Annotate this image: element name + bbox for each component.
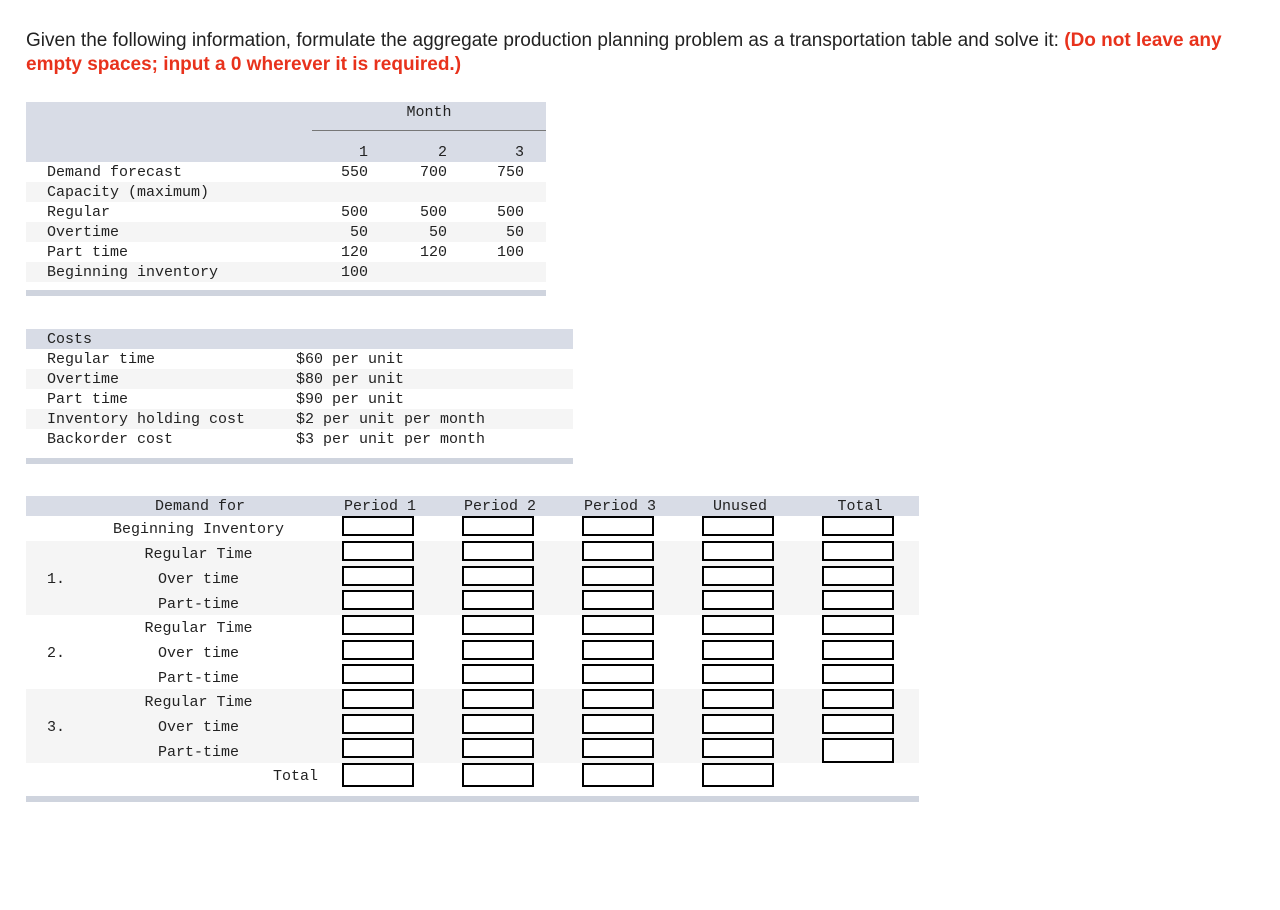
input-beginning-inventory-total[interactable] bbox=[822, 516, 894, 536]
month-header-3: 3 bbox=[514, 144, 524, 161]
cell-value: 500 bbox=[496, 204, 524, 221]
month-header-1: 1 bbox=[358, 144, 368, 161]
input-p2-regular-period-1[interactable] bbox=[342, 615, 414, 635]
input-p2-part-time-period-1[interactable] bbox=[342, 664, 414, 684]
cell-value: 50 bbox=[428, 224, 447, 241]
table-bottom-bar bbox=[26, 290, 546, 296]
input-p3-part-time-period-2[interactable] bbox=[462, 738, 534, 758]
input-p1-regular-period-2[interactable] bbox=[462, 541, 534, 561]
input-p3-part-time-period-1[interactable] bbox=[342, 738, 414, 758]
cell-value: 120 bbox=[419, 244, 447, 261]
period-number-1: 1. bbox=[47, 571, 66, 588]
cost-label: Backorder cost bbox=[47, 431, 174, 448]
cell-value: 700 bbox=[419, 164, 447, 181]
input-p3-part-time-total[interactable] bbox=[822, 738, 894, 763]
month-group-header: Month bbox=[406, 104, 452, 121]
input-p2-part-time-period-3[interactable] bbox=[582, 664, 654, 684]
input-p3-regular-period-1[interactable] bbox=[342, 689, 414, 709]
input-p1-part-time-unused[interactable] bbox=[702, 590, 774, 610]
row-label: Regular bbox=[47, 204, 111, 221]
input-p1-regular-period-1[interactable] bbox=[342, 541, 414, 561]
input-p2-overtime-period-1[interactable] bbox=[342, 640, 414, 660]
input-p1-overtime-period-2[interactable] bbox=[462, 566, 534, 586]
input-p2-overtime-period-3[interactable] bbox=[582, 640, 654, 660]
input-p3-overtime-total[interactable] bbox=[822, 714, 894, 734]
cost-value: $60 per unit bbox=[296, 351, 405, 368]
input-p1-part-time-period-1[interactable] bbox=[342, 590, 414, 610]
row-label-overtime-3: Over time bbox=[157, 719, 239, 736]
input-p3-regular-period-3[interactable] bbox=[582, 689, 654, 709]
input-p2-regular-unused[interactable] bbox=[702, 615, 774, 635]
input-p2-part-time-period-2[interactable] bbox=[462, 664, 534, 684]
cell-value: 500 bbox=[419, 204, 447, 221]
cell-value: 500 bbox=[340, 204, 368, 221]
input-p3-regular-total[interactable] bbox=[822, 689, 894, 709]
row-label: Demand forecast bbox=[47, 164, 183, 181]
input-p1-overtime-period-1[interactable] bbox=[342, 566, 414, 586]
input-p1-part-time-period-2[interactable] bbox=[462, 590, 534, 610]
row-label-beginning-inventory: Beginning Inventory bbox=[112, 521, 285, 538]
input-p2-part-time-unused[interactable] bbox=[702, 664, 774, 684]
input-total-period-3[interactable] bbox=[582, 763, 654, 787]
row-label-overtime-2: Over time bbox=[157, 645, 239, 662]
column-header-period-1: Period 1 bbox=[343, 498, 416, 515]
input-p3-overtime-period-2[interactable] bbox=[462, 714, 534, 734]
period-number-3: 3. bbox=[47, 719, 66, 736]
input-beginning-inventory-period-2[interactable] bbox=[462, 516, 534, 536]
column-header-unused: Unused bbox=[712, 498, 767, 515]
cell-value: 50 bbox=[349, 224, 368, 241]
prompt-text: Given the following information, formulate the aggregate production planning problem as a transportation table and solve it: bbox=[26, 30, 1065, 51]
row-label: Capacity (maximum) bbox=[47, 184, 210, 201]
row-label-overtime-1: Over time bbox=[157, 571, 239, 588]
period-number-2: 2. bbox=[47, 645, 66, 662]
input-total-period-2[interactable] bbox=[462, 763, 534, 787]
input-beginning-inventory-period-1[interactable] bbox=[342, 516, 414, 536]
input-p1-regular-unused[interactable] bbox=[702, 541, 774, 561]
row-label-part-time-1: Part-time bbox=[157, 596, 239, 613]
cost-label: Regular time bbox=[47, 351, 156, 368]
column-header-period-2: Period 2 bbox=[463, 498, 536, 515]
input-p1-overtime-total[interactable] bbox=[822, 566, 894, 586]
row-label-regular-time-2: Regular Time bbox=[144, 620, 253, 637]
input-p3-overtime-period-3[interactable] bbox=[582, 714, 654, 734]
input-beginning-inventory-unused[interactable] bbox=[702, 516, 774, 536]
input-total-period-1[interactable] bbox=[342, 763, 414, 787]
cell-value: 550 bbox=[340, 164, 368, 181]
table-bottom-bar bbox=[26, 796, 919, 802]
cost-label: Inventory holding cost bbox=[47, 411, 246, 428]
input-p2-overtime-unused[interactable] bbox=[702, 640, 774, 660]
input-p2-regular-period-3[interactable] bbox=[582, 615, 654, 635]
corner-header: Demand for bbox=[154, 498, 245, 515]
column-header-total: Total bbox=[837, 498, 883, 515]
costs-header: Costs bbox=[47, 331, 93, 348]
row-label: Beginning inventory bbox=[47, 264, 219, 281]
column-header-period-3: Period 3 bbox=[583, 498, 656, 515]
month-header-2: 2 bbox=[437, 144, 447, 161]
input-p2-overtime-total[interactable] bbox=[822, 640, 894, 660]
row-label-part-time-3: Part-time bbox=[157, 744, 239, 761]
table-bottom-bar bbox=[26, 458, 573, 464]
input-p1-regular-total[interactable] bbox=[822, 541, 894, 561]
cell-value: 50 bbox=[505, 224, 524, 241]
input-p1-overtime-period-3[interactable] bbox=[582, 566, 654, 586]
row-label-regular-time-1: Regular Time bbox=[144, 546, 253, 563]
input-p1-overtime-unused[interactable] bbox=[702, 566, 774, 586]
row-label: Overtime bbox=[47, 224, 120, 241]
cost-label: Overtime bbox=[47, 371, 120, 388]
input-p2-part-time-total[interactable] bbox=[822, 664, 894, 684]
input-p2-regular-period-2[interactable] bbox=[462, 615, 534, 635]
input-p3-overtime-period-1[interactable] bbox=[342, 714, 414, 734]
input-p1-regular-period-3[interactable] bbox=[582, 541, 654, 561]
prompt-emphasis: (Do not leave any empty spaces; input a 0 wherever it is required.) bbox=[26, 30, 1222, 75]
input-p2-regular-total[interactable] bbox=[822, 615, 894, 635]
input-beginning-inventory-period-3[interactable] bbox=[582, 516, 654, 536]
row-label: Part time bbox=[47, 244, 129, 261]
input-p2-overtime-period-2[interactable] bbox=[462, 640, 534, 660]
input-total-unused[interactable] bbox=[702, 763, 774, 787]
row-label-regular-time-3: Regular Time bbox=[144, 694, 253, 711]
input-p3-regular-period-2[interactable] bbox=[462, 689, 534, 709]
cost-value: $90 per unit bbox=[296, 391, 405, 408]
question-prompt bbox=[26, 29, 1266, 77]
row-label-part-time-2: Part-time bbox=[157, 670, 239, 687]
input-p3-regular-unused[interactable] bbox=[702, 689, 774, 709]
cost-value: $2 per unit per month bbox=[296, 411, 486, 428]
cell-value: 100 bbox=[496, 244, 524, 261]
header-divider bbox=[312, 130, 546, 131]
row-label-total: Total bbox=[272, 768, 318, 785]
cost-value: $3 per unit per month bbox=[296, 431, 486, 448]
input-p1-part-time-total[interactable] bbox=[822, 590, 894, 610]
cell-value: 750 bbox=[496, 164, 524, 181]
cost-value: $80 per unit bbox=[296, 371, 405, 388]
input-p1-part-time-period-3[interactable] bbox=[582, 590, 654, 610]
input-p3-part-time-unused[interactable] bbox=[702, 738, 774, 758]
input-p3-part-time-period-3[interactable] bbox=[582, 738, 654, 758]
cell-value: 120 bbox=[340, 244, 368, 261]
cell-value: 100 bbox=[340, 264, 368, 281]
table-header-band bbox=[26, 329, 573, 349]
input-p3-overtime-unused[interactable] bbox=[702, 714, 774, 734]
cost-label: Part time bbox=[47, 391, 129, 408]
